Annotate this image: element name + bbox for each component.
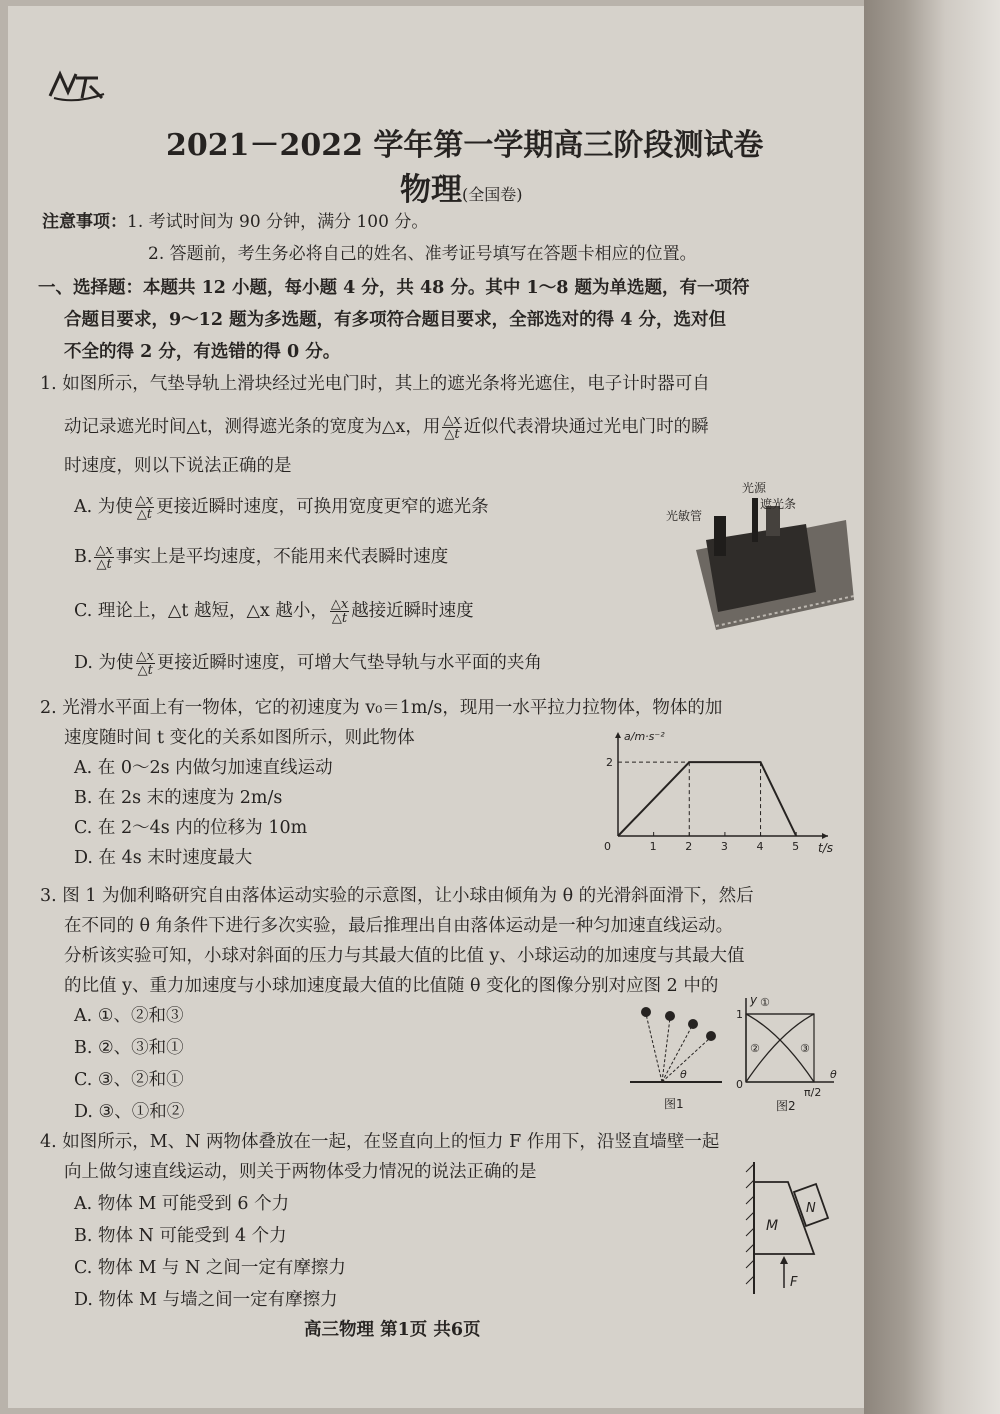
x-tick-label: 1	[649, 840, 657, 853]
fig1-caption: 图1	[664, 1097, 684, 1111]
publisher-logo-icon	[46, 68, 116, 104]
q1-line-2	[64, 414, 709, 441]
section-header-line-2: 合题目要求，9～12 题为多选题，有多项符合题目要求，全部选对的得 4 分，选对但	[64, 310, 726, 330]
ball-4	[706, 1031, 716, 1041]
q1-option-c-post: 越接近瞬时速度	[351, 601, 474, 621]
x-axis-arrow-icon	[822, 833, 828, 839]
ball-1	[641, 1007, 651, 1017]
fig2-zero-label: 0	[736, 1078, 743, 1091]
q1-option-a-pre: A. 为使	[74, 497, 133, 517]
q1-option-b	[74, 544, 448, 571]
q1-option-a	[74, 494, 489, 521]
q1-option-a-post: 更接近瞬时速度，可换用宽度更窄的遮光条	[156, 497, 489, 517]
q1-option-d-post: 更接近瞬时速度，可增大气垫导轨与水平面的夹角	[156, 653, 542, 673]
x-tick-label: 0	[604, 840, 611, 853]
fig2-y-label: y	[750, 993, 758, 1007]
label-photo-sensor: 光敏管	[666, 509, 703, 523]
q3-figure-2-curves	[730, 992, 842, 1114]
fig2-one-label: 1	[736, 1008, 743, 1021]
fraction-num: △x	[136, 649, 154, 664]
q3-line-1: 3. 图 1 为伽利略研究自由落体运动实验的示意图，让小球由倾角为 θ 的光滑斜面滑下，然后	[40, 886, 754, 906]
incline-1	[646, 1014, 662, 1082]
fraction-den: △t	[96, 557, 112, 572]
fraction-den: △t	[137, 663, 153, 678]
q3-line-3: 分析该实验可知，小球对斜面的压力与其最大值的比值 y、小球运动的加速度与其最大值	[64, 946, 745, 966]
q3-line-2: 在不同的 θ 角条件下进行多次实验，最后推理出自由落体运动是一种匀加速直线运动。	[64, 916, 734, 936]
force-arrow-head-icon	[780, 1256, 788, 1264]
q1-option-d	[74, 650, 542, 677]
q2-option-a: A. 在 0～2s 内做匀加速直线运动	[74, 758, 333, 778]
block-n-label: N	[806, 1201, 816, 1216]
fraction-dx-dt	[135, 494, 154, 521]
fig2-curve-2-label: ②	[750, 1042, 760, 1055]
y-tick-label: 2	[606, 756, 613, 770]
exam-title: 2021－2022 学年第一学期高三阶段测试卷	[166, 128, 764, 163]
x-tick-label: 5	[792, 840, 800, 853]
exam-paper	[8, 6, 864, 1408]
q2-option-d: D. 在 4s 末时速度最大	[74, 848, 253, 868]
light-source	[752, 498, 758, 542]
q1-option-c-pre: C. 理论上，△t 越短，△x 越小，	[74, 601, 328, 621]
subject-name: 物理	[400, 172, 462, 208]
wall-hatching	[746, 1164, 754, 1284]
section-header-line-3: 不全的得 2 分，有选错的得 0 分。	[64, 342, 341, 362]
notice-item-2: 2. 答题前，考生务必将自己的姓名、准考证号填写在答题卡相应的位置。	[148, 244, 697, 264]
ball-2	[665, 1011, 675, 1021]
desk-edge	[864, 0, 1000, 1414]
fraction-dx-dt	[136, 650, 155, 677]
q1-option-b-post: 事实上是平均速度，不能用来代表瞬时速度	[115, 547, 449, 567]
q3-option-b: B. ②、③和①	[74, 1038, 184, 1058]
fraction-num: △x	[330, 597, 349, 612]
q3-option-d: D. ③、①和②	[74, 1102, 185, 1122]
q2-line-1: 2. 光滑水平面上有一物体，它的初速度为 v₀＝1m/s，现用一水平拉力拉物体，物体的加	[40, 698, 723, 718]
subject-title	[400, 170, 523, 215]
fraction-dx-dt	[330, 598, 349, 625]
fig2-caption: 图2	[776, 1099, 796, 1113]
q3-option-c: C. ③、②和①	[74, 1070, 184, 1090]
q2-guides-group	[618, 762, 761, 836]
acceleration-series-line	[618, 762, 796, 836]
notice-label: 注意事项：	[42, 212, 127, 232]
q3-figure-1-inclines	[626, 996, 726, 1114]
q2-option-b: B. 在 2s 末的速度为 2m/s	[74, 788, 283, 808]
fraction-num: △x	[135, 493, 154, 508]
q1-option-b-pre: B.	[74, 547, 93, 567]
incline-2	[662, 1018, 670, 1082]
fig2-curve-3-label: ③	[800, 1042, 810, 1055]
q4-line-2: 向上做匀速直线运动，则关于两物体受力情况的说法正确的是	[64, 1162, 537, 1182]
q3-line-4: 的比值 y、重力加速度与小球加速度最大值的比值随 θ 变化的图像分别对应图 2 中的	[64, 976, 719, 996]
force-f-label: F	[790, 1275, 798, 1290]
fraction-den: △t	[136, 507, 153, 522]
q2-ticks-group	[604, 756, 799, 853]
notice-line-1	[42, 210, 428, 234]
block-m	[754, 1182, 814, 1254]
fig2-theta-label: θ	[830, 1068, 837, 1081]
q1-option-d-pre: D. 为使	[74, 653, 134, 673]
ball-3	[688, 1019, 698, 1029]
fraction-den: △t	[331, 611, 348, 626]
photo-sensor	[714, 516, 726, 556]
y-axis-label: a/m·s⁻²	[624, 730, 665, 743]
q4-line-1: 4. 如图所示，M、N 两物体叠放在一起，在竖直向上的恒力 F 作用下，沿竖直墙壁一起	[40, 1132, 720, 1152]
notice-item-1: 1. 考试时间为 90 分钟，满分 100 分。	[127, 212, 429, 232]
q4-option-c: C. 物体 M 与 N 之间一定有摩擦力	[74, 1258, 346, 1278]
q1-line-3: 时速度，则以下说法正确的是	[64, 456, 292, 476]
q4-option-d: D. 物体 M 与墙之间一定有摩擦力	[74, 1290, 338, 1310]
y-axis-arrow-icon	[615, 732, 621, 738]
fig1-theta-label: θ	[680, 1068, 687, 1081]
fraction-den: △t	[444, 427, 460, 442]
page-footer: 高三物理 第1页 共6页	[304, 1320, 481, 1340]
x-tick-label: 2	[685, 840, 693, 853]
q1-line-1: 1. 如图所示，气垫导轨上滑块经过光电门时，其上的遮光条将光遮住，电子计时器可自	[40, 374, 710, 394]
q4-wall-blocks-figure	[734, 1158, 844, 1298]
q2-line-2: 速度随时间 t 变化的关系如图所示，则此物体	[64, 728, 415, 748]
x-tick-label: 4	[756, 840, 764, 853]
q1-option-c	[74, 598, 474, 625]
q2-acceleration-chart	[598, 726, 838, 856]
fig2-curve-1-label: ①	[760, 996, 770, 1009]
label-light-source: 光源	[742, 481, 767, 495]
q3-option-a: A. ①、②和③	[74, 1006, 184, 1026]
label-shading-strip: 遮光条	[760, 497, 797, 511]
incline-3	[662, 1026, 692, 1082]
q4-option-a: A. 物体 M 可能受到 6 个力	[74, 1194, 290, 1214]
q2-option-c: C. 在 2～4s 内的位移为 10m	[74, 818, 308, 838]
fig2-xmax-label: π/2	[804, 1086, 822, 1099]
q1-air-track-figure	[656, 480, 856, 630]
fraction-dx-dt	[94, 544, 113, 571]
fraction-num: △x	[443, 413, 461, 428]
block-m-label: M	[766, 1218, 779, 1234]
section-header-line-1: 一、选择题：本题共 12 小题，每小题 4 分，共 48 分。其中 1～8 题为单选题，有一项符	[38, 278, 750, 298]
q1-line-2-pre: 动记录遮光时间△t，测得遮光条的宽度为△x，用	[64, 417, 441, 437]
fraction-num: △x	[95, 543, 113, 558]
x-axis-label: t/s	[818, 841, 833, 855]
subject-note: (全国卷)	[462, 185, 523, 204]
x-tick-label: 3	[720, 840, 728, 853]
q1-line-2-post: 近似代表滑块通过光电门时的瞬	[463, 417, 709, 437]
fraction-dx-dt	[442, 414, 461, 441]
q4-option-b: B. 物体 N 可能受到 4 个力	[74, 1226, 287, 1246]
